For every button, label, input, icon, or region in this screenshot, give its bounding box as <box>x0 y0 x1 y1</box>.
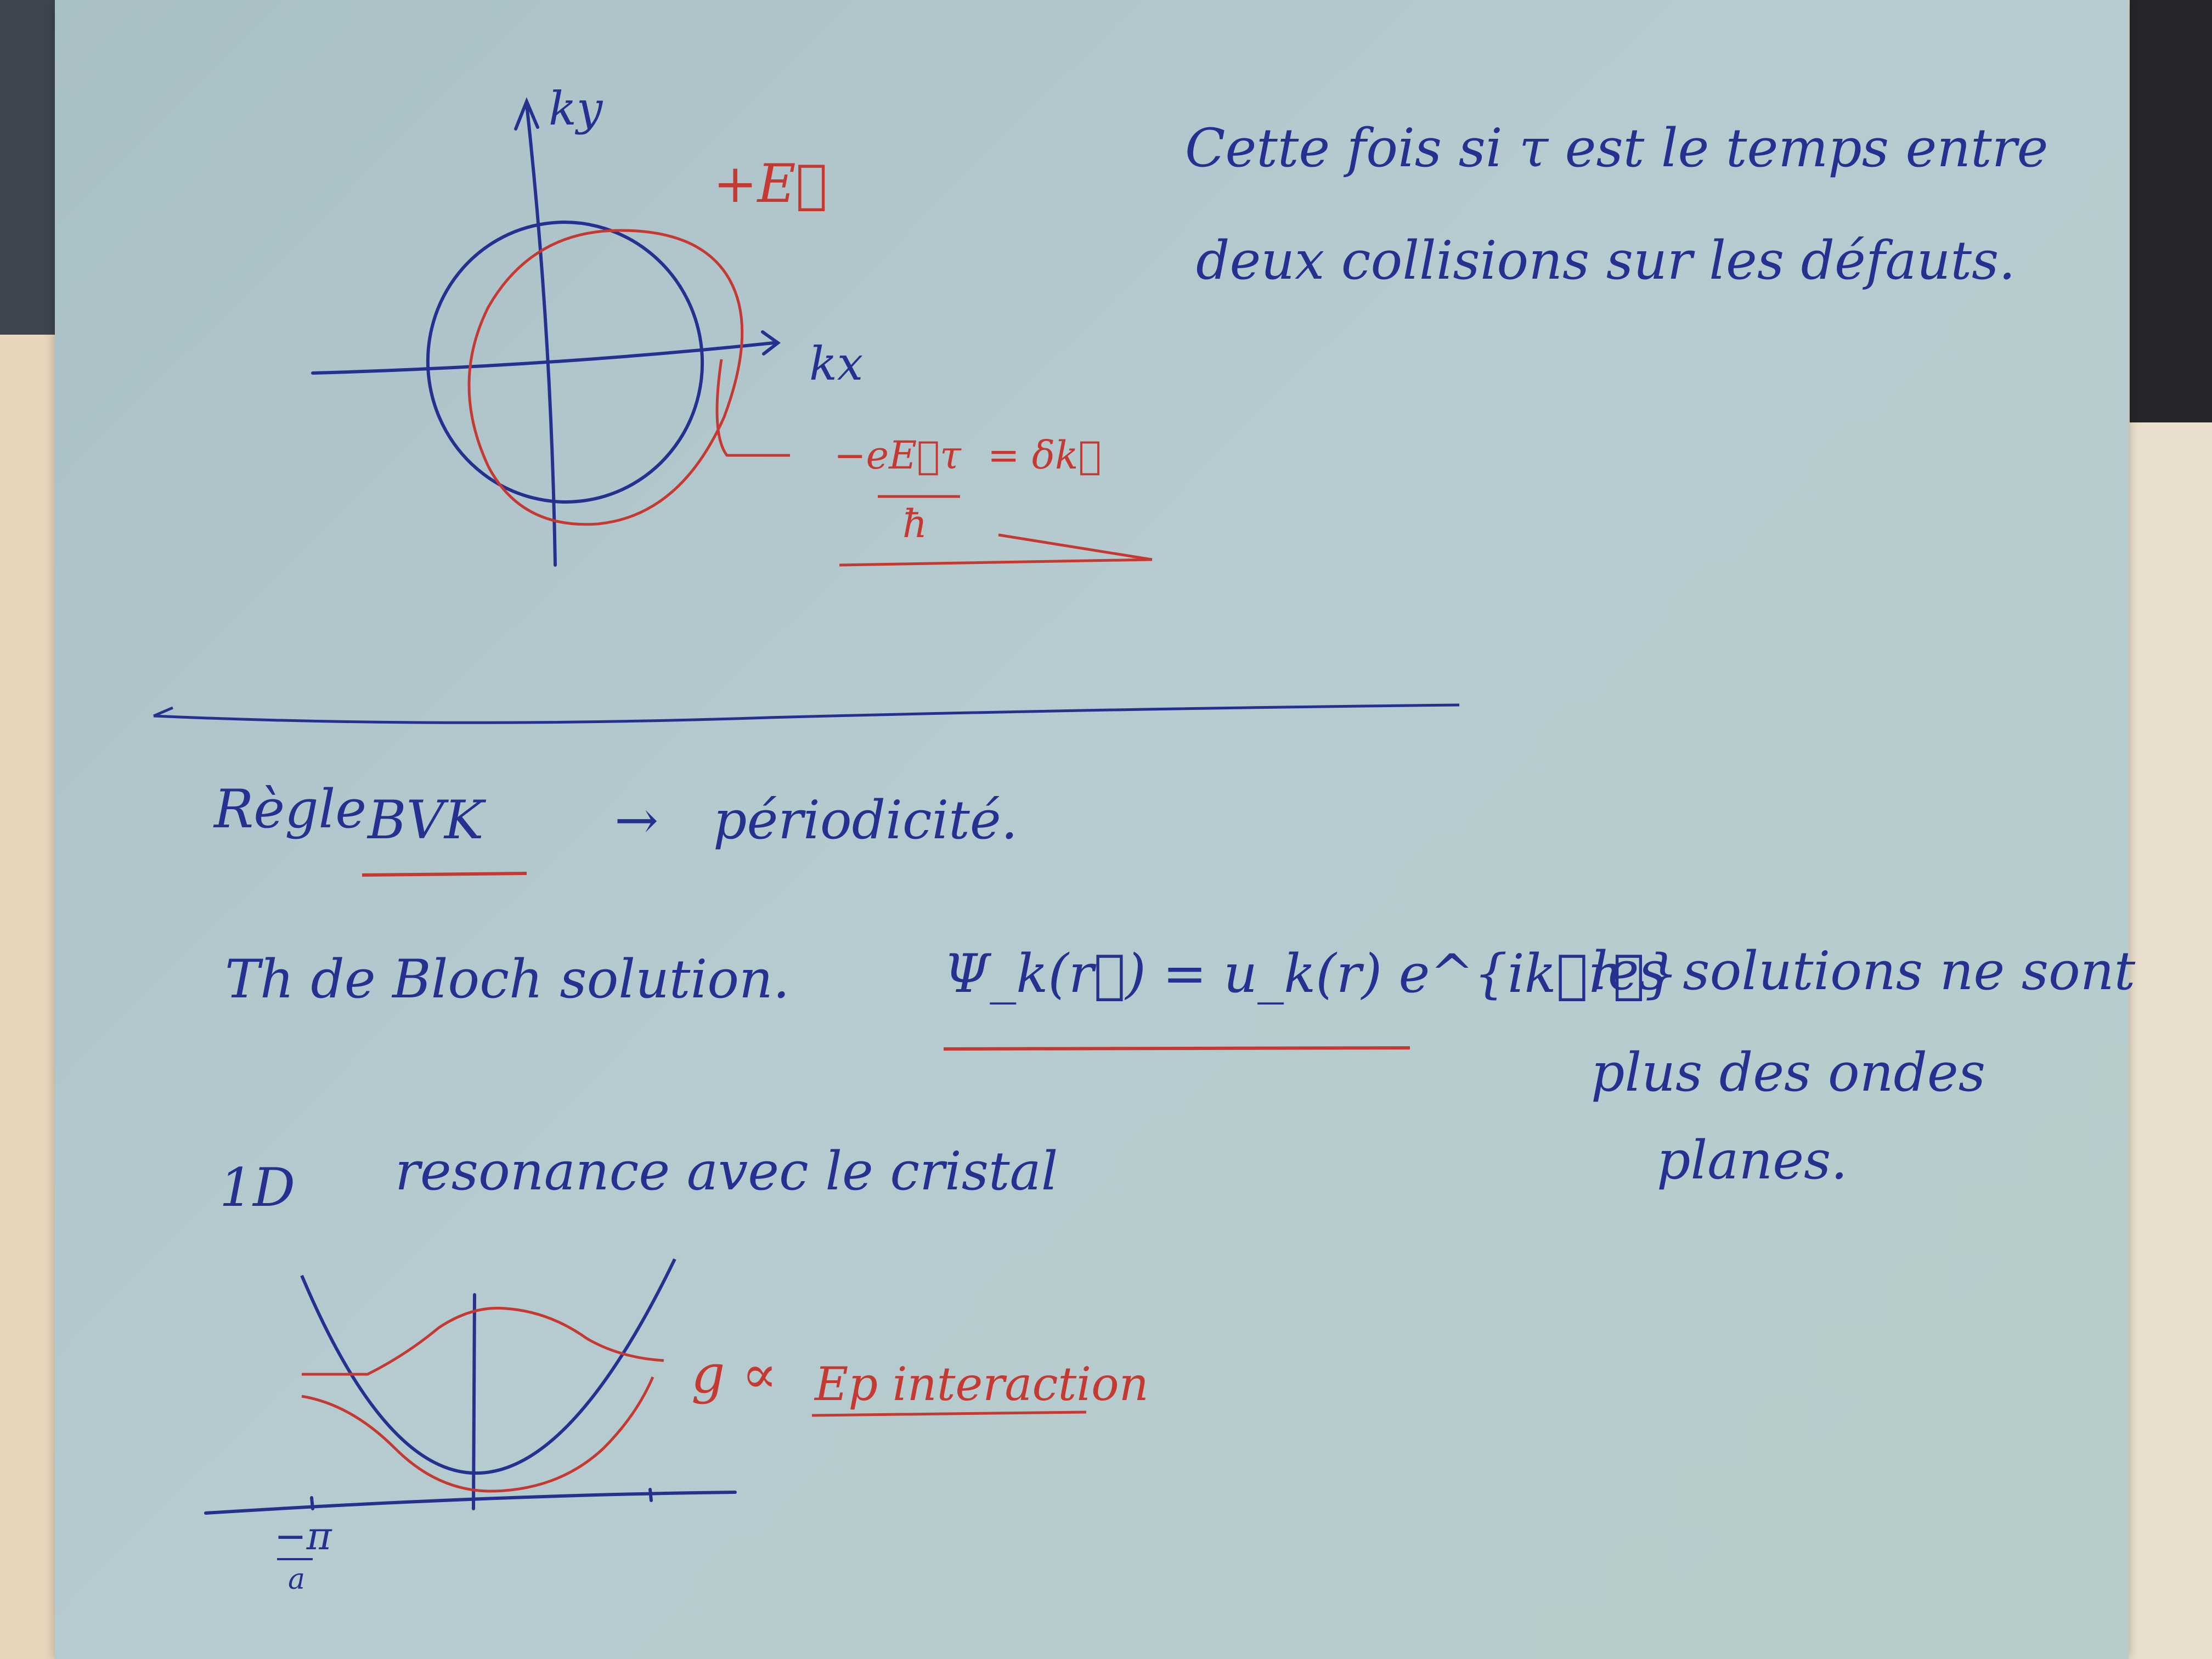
background-dark-left <box>0 0 60 335</box>
free-electron-parabola <box>302 1259 675 1473</box>
note-collision-time-line2: deux collisions sur les défauts. <box>1196 230 2016 291</box>
shift-denominator: ħ <box>902 501 928 546</box>
shift-numerator: −eE⃗τ <box>834 433 961 478</box>
kspace-axes <box>313 101 778 565</box>
shift-result: = δk⃗ <box>988 433 1102 478</box>
kx-axis <box>313 343 774 373</box>
background-dark-right <box>2130 0 2212 422</box>
ky-axis-label: ky <box>549 82 603 136</box>
bvk-result: périodicité. <box>713 789 1018 851</box>
note-not-plane-waves-line1: les solutions ne sont <box>1591 940 2136 1002</box>
bloch-formula: Ψ_k(r⃗) = u_k(r) e^{ik⃗r⃗} <box>944 943 1678 1005</box>
tick-right <box>650 1489 651 1500</box>
tick-left <box>312 1498 313 1509</box>
section-divider <box>154 705 1459 723</box>
interaction-energy-label: Ep interaction <box>815 1357 1149 1411</box>
bvk-acronym: BVK <box>368 789 484 851</box>
interaction-underline <box>812 1412 1086 1415</box>
paper-sheet <box>55 0 2136 1659</box>
bvk-rule-prefix: Règle <box>214 778 367 840</box>
bvk-arrow: → <box>614 789 659 851</box>
note-not-plane-waves-line3: planes. <box>1657 1130 1848 1191</box>
note-collision-time-line1: Cette fois si τ est le temps entre <box>1185 117 2049 179</box>
gap-proportional-label: g ∝ <box>691 1344 777 1405</box>
note-not-plane-waves-line2: plus des ondes <box>1591 1042 1985 1103</box>
shift-underline <box>839 535 1152 565</box>
bloch-underline <box>944 1048 1410 1049</box>
resonance-text: resonance avec le cristal <box>395 1141 1058 1202</box>
dispersion-axes <box>206 1295 735 1513</box>
tick-label-a: a <box>288 1563 306 1596</box>
potential-curve <box>302 1308 664 1374</box>
energy-axis <box>473 1295 475 1509</box>
k-axis <box>206 1492 735 1513</box>
tick-label-pi: −π <box>274 1514 332 1559</box>
dimension-label: 1D <box>219 1157 296 1218</box>
background-cream-right <box>2119 422 2212 1659</box>
electric-field-label: +E⃗ <box>713 153 828 215</box>
bloch-label: Th de Bloch solution. <box>225 949 790 1010</box>
bvk-underline <box>362 873 527 875</box>
kx-axis-label: kx <box>809 337 864 391</box>
